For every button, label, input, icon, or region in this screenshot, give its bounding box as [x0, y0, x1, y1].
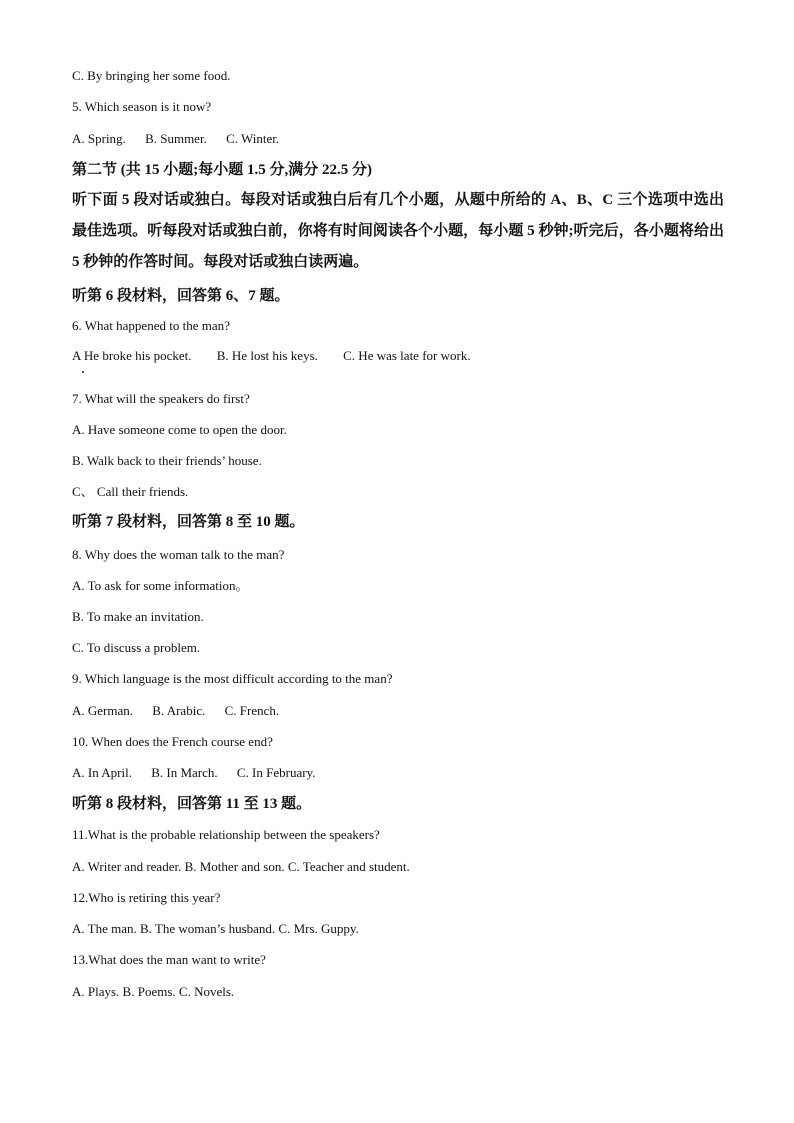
q6-option-a: A He broke his pocket. — [72, 348, 192, 363]
q7-option-a: A. Have someone come to open the door. — [72, 422, 287, 437]
q13-options: A. Plays. B. Poems. C. Novels. — [72, 984, 235, 999]
q10-option-c: C. In February. — [236, 765, 316, 780]
q13-question: 13.What does the man want to write? — [72, 952, 266, 967]
section2-instructions: 听下面 5 段对话或独白。每段对话或独白后有几个小题，从题中所给的 A、B、C 三个选项中选出最佳选项。听每段对话或独白前，你将有时间阅读各个小题，每小题 5 秒钟;听完后，各小题将给出 5 秒钟的作答时间。每段对话或独白读两遍。 — [72, 192, 724, 270]
q8-option-c: C. To discuss a problem. — [72, 640, 201, 655]
q8-option-b: B. To make an invitation. — [72, 609, 204, 624]
q10-option-a: A. In April. — [72, 765, 132, 780]
q7-option-c: C、 Call their friends. — [72, 484, 189, 499]
q9-option-b: B. Arabic. — [152, 703, 206, 718]
passage8-heading: 听第 8 段材料，回答第 11 至 13 题。 — [72, 796, 312, 812]
q8-option-a: A. To ask for some information。 — [72, 578, 249, 593]
q6-option-b: B. He lost his keys. — [216, 348, 318, 363]
passage7-heading: 听第 7 段材料，回答第 8 至 10 题。 — [72, 514, 305, 530]
passage6-heading: 听第 6 段材料，回答第 6、7 题。 — [72, 288, 290, 304]
q9-question: 9. Which language is the most difficult according to the man? — [72, 671, 393, 686]
q6-options — [72, 348, 471, 364]
q5-question: 5. Which season is it now? — [72, 99, 212, 114]
q8-question: 8. Why does the woman talk to the man? — [72, 547, 285, 562]
q9-options — [72, 703, 279, 719]
q5-option-a: A. Spring. — [72, 131, 126, 146]
q10-options — [72, 765, 315, 781]
q12-question: 12.Who is retiring this year? — [72, 890, 221, 905]
q10-question: 10. When does the French course end? — [72, 734, 273, 749]
q11-question: 11.What is the probable relationship between the speakers? — [72, 827, 380, 842]
q5-option-c: C. Winter. — [226, 131, 280, 146]
q4-option-c: C. By bringing her some food. — [72, 68, 231, 83]
stray-mark — [82, 371, 84, 373]
q9-option-c: C. French. — [224, 703, 280, 718]
q7-option-b: B. Walk back to their friends’ house. — [72, 453, 262, 468]
q11-options: A. Writer and reader. B. Mother and son. C. Teacher and student. — [72, 859, 410, 874]
q7-question: 7. What will the speakers do first? — [72, 391, 250, 406]
q10-option-b: B. In March. — [151, 765, 218, 780]
q9-option-a: A. German. — [72, 703, 134, 718]
q12-options: A. The man. B. The woman’s husband. C. Mrs. Guppy. — [72, 921, 359, 936]
section2-heading: 第二节 (共 15 小题;每小题 1.5 分,满分 22.5 分) — [72, 162, 372, 178]
q6-question: 6. What happened to the man? — [72, 318, 230, 333]
q5-option-b: B. Summer. — [145, 131, 207, 146]
q5-options — [72, 131, 279, 147]
q6-option-c: C. He was late for work. — [343, 348, 471, 363]
